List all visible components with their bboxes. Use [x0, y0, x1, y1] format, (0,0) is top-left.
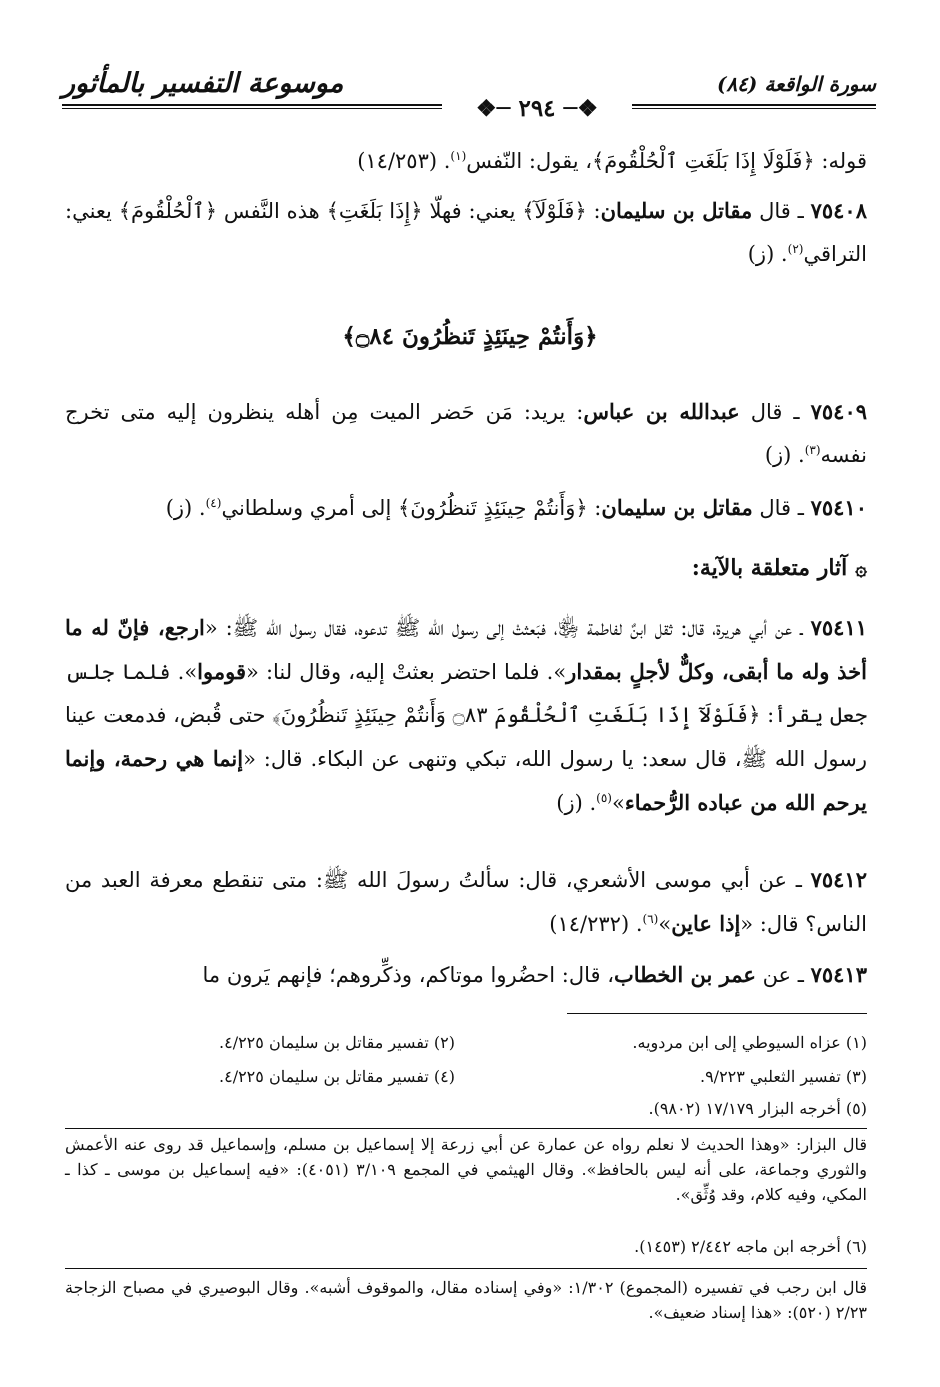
entry-text: ». فلما جلس جعل يقرأ: ﴿فَلَوْلَآ إِذَا بَلَغَتِ ٱلْحُلْقُومَ ۝٨٣ وَأَنتُمْ حِينَئِذٍ تَنظُرُونَ﴾ حتى قُبض، فدمعت عينا رسول الله ﷺ، قال سعد: يا رسول الله، تبكي وتنهى عن البكاء. قال: «	[65, 660, 868, 771]
section-heading	[692, 555, 867, 581]
footnote-5: (٥) أخرجه البزار ١٧/١٧٩ (٩٨٠٢).	[648, 1099, 867, 1118]
footnote-ref: (٦)	[642, 912, 659, 926]
entry-end: . (ز)	[764, 443, 805, 467]
footnote-2: (٢) تفسير مقاتل بن سليمان ٤/٢٢٥.	[219, 1033, 455, 1052]
entry-number: ٧٥٤٠٩	[810, 399, 868, 424]
entry-end: . (ز)	[747, 242, 788, 266]
footnote-separator	[567, 1013, 867, 1014]
page-number-ornament	[442, 96, 632, 122]
entry-text: : يريد: مَن حَضر الميت مِن أهله ينظرون إليه متى تخرج نفسه	[65, 400, 867, 467]
entry-number: ٧٥٤١١	[810, 615, 868, 640]
entry-end: . (ز)	[556, 791, 597, 815]
quran-verse: ﴿وَأَنتُمْ حِينَئِذٍ تَنظُرُونَ ۝٨٤﴾	[342, 323, 598, 350]
entry-text: ـ عن	[755, 963, 811, 987]
entry-text: ». فلما احتضر بعثتْ إليه، وقال لنا: «	[246, 660, 567, 684]
hadith-quote: ارجع، فإنّ له ما أخذ وله ما أبقى، وكلٌّ لأجلٍ بمقدار	[65, 615, 867, 684]
footnote-3: (٣) تفسير الثعلبي ٩/٢٢٣.	[699, 1067, 867, 1086]
paragraph-75412	[65, 858, 867, 946]
entry-text: ، قال: احضُروا موتاكم، وذكِّروهم؛ فإنهم يَرون ما	[202, 963, 614, 987]
entry-end: . (ز)	[165, 496, 206, 520]
page-header	[62, 64, 876, 122]
entry-text: ـ عن أبي هريرة، قال: ثقل ابنٌ لفاطمة ﵂، فبَعثتْ إلى رسول الله ﷺ تدعوه، فقال رسول الله ﷺ: «	[204, 616, 811, 640]
ornament-star-icon: ۞	[855, 556, 867, 580]
surah-label: سورة الواقعة (٨٤)	[716, 72, 876, 96]
paragraph-75413	[65, 953, 867, 997]
paragraph-75410	[65, 486, 867, 530]
entry-number: ٧٥٤١٢	[810, 867, 867, 892]
intro-text: قوله: ﴿فَلَوْلَا إِذَا بَلَغَتِ ٱلْحُلْقُومَ﴾، يقول: النّفس	[466, 149, 867, 173]
footnote-separator-thin	[65, 1128, 867, 1129]
footnote-ref: (١)	[450, 149, 467, 163]
footnote-6-note: قال ابن رجب في تفسيره (المجموع) ١/٣٠٢: «وفي إسناده مقال، والموقوف أشبه». وقال البوصيري في مصباح الزجاجة ٢/٢٣ (٥٢٠): «هذا إسناد ضعيف».	[65, 1268, 867, 1325]
book-title: موسوعة التفسير بالمأثور	[62, 68, 344, 99]
entry-text: ـ عن أبي موسى الأشعري، قال: سألتُ رسولَ الله ﷺ: متى تنقطع معرفة العبد من الناس؟ قال: «	[65, 868, 867, 936]
footnote-ref: (٥)	[596, 791, 612, 805]
section-title: آثار متعلقة بالآية:	[691, 555, 848, 581]
entry-number: ٧٥٤٠٨	[810, 198, 867, 223]
ornament-right: ─❖	[555, 95, 599, 122]
intro-end: . (١٤/٢٥٣)	[357, 149, 451, 173]
paragraph-75411	[65, 606, 867, 825]
narrator-name: مقاتل بن سليمان	[601, 495, 753, 520]
narrator-name: عمر بن الخطاب	[613, 962, 756, 987]
page-number: ٢٩٤	[518, 95, 556, 122]
paragraph-75408	[65, 189, 867, 276]
entry-number: ٧٥٤١٠	[810, 495, 867, 520]
footnote-4: (٤) تفسير مقاتل بن سليمان ٤/٢٢٥.	[219, 1067, 455, 1086]
footnote-ref: (٢)	[787, 242, 804, 256]
entry-lead: ـ قال	[752, 199, 811, 223]
entry-number: ٧٥٤١٣	[810, 962, 867, 987]
hadith-quote: إنما هي رحمة، وإنما يرحم الله من عباده الرُّحماء	[65, 746, 867, 815]
footnote-1: (١) عزاه السيوطي إلى ابن مردويه.	[632, 1033, 867, 1052]
narrator-name: عبدالله بن عباس	[583, 399, 740, 424]
entry-text: : ﴿وَأَنتُمْ حِينَئِذٍ تَنظُرُونَ﴾ إلى أمري وسلطاني	[221, 496, 602, 520]
entry-lead: ـ قال	[739, 400, 811, 424]
footnote-6: (٦) أخرجه ابن ماجه ٢/٤٤٢ (١٤٥٣).	[634, 1237, 867, 1256]
hadith-quote: قوموا	[197, 659, 246, 684]
hadith-quote: إذا عاين	[671, 911, 741, 936]
entry-text: »	[658, 912, 672, 936]
ornament-left: ❖─	[475, 95, 519, 122]
footnote-ref: (٤)	[205, 496, 222, 510]
entry-text: »	[611, 791, 625, 815]
entry-text: : ﴿فَلَوْلَآ﴾ يعني: فهلّا ﴿إِذَا بَلَغَتِ﴾ هذه النَّفس ﴿ٱلْحُلْقُومَ﴾ يعني: التراقي	[65, 199, 867, 266]
entry-lead: ـ قال	[752, 496, 811, 520]
footnote-5-note: قال البزار: «وهذا الحديث لا نعلم رواه عن عمارة عن أبي زرعة إلا إسماعيل بن مسلم، وإسماعيل قد روى عنه الأعمش والثوري وجماعة، على أنه ليس بالحافظ». وقال الهيثمي في المجمع ٣/١٠٩ (٤٠٥١): «فيه إسماعيل بن موسى ـ كذا ـ المكي، وفيه كلام، وقد وُثِّق».	[65, 1135, 868, 1204]
narrator-name: مقاتل بن سليمان	[600, 198, 753, 223]
entry-end: . (١٤/٢٣٢)	[549, 912, 643, 936]
paragraph-75409	[65, 390, 867, 477]
paragraph-intro	[65, 140, 867, 183]
footnote-ref: (٣)	[804, 443, 821, 457]
